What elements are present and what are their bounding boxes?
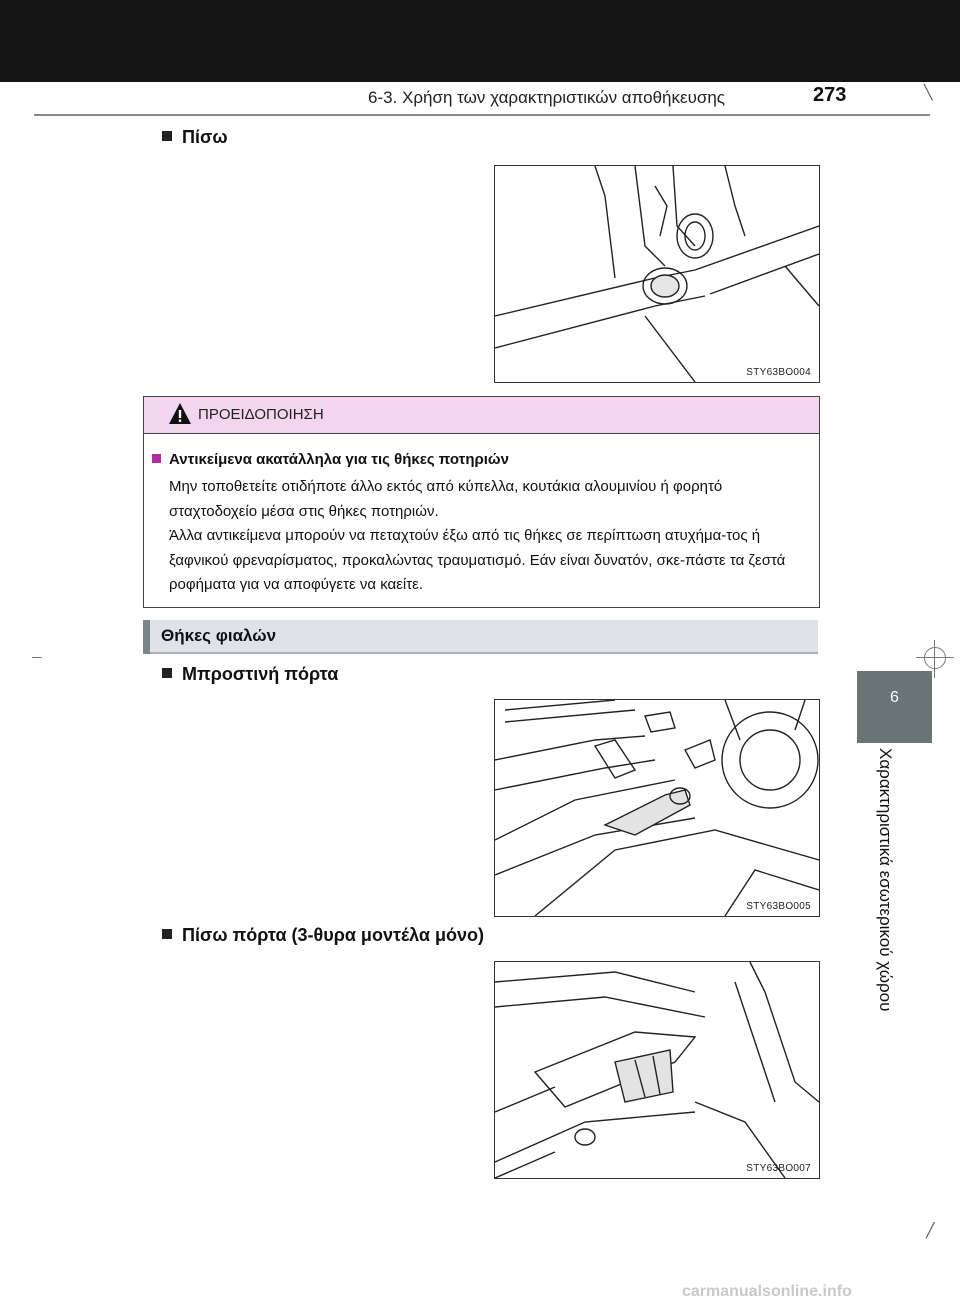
warning-paragraph: Άλλα αντικείμενα μπορούν να πεταχτούν έξω από τις θήκες σε περίπτωση ατυχήμα-τος ή ξαφνικού φρεναρίσματος, προκαλώντας τραυματισμό. Εάν είναι δυνατόν, σκε-πάστε τα ζεστά ροφήματα για να αποφύγετε να καείτε. [169, 527, 786, 593]
figure-rear-door-bottle-holder [494, 961, 820, 1179]
figure-code: STY63BO007 [746, 1163, 811, 1174]
crop-mark: ╱ [926, 1222, 935, 1238]
section-heading-bar [143, 620, 818, 654]
top-black-band [0, 0, 960, 82]
crop-mark [934, 640, 935, 678]
warning-title: ΠΡΟΕΙΔΟΠΟΙΗΣΗ [198, 406, 324, 423]
rear-console-illustration [495, 166, 819, 382]
rear-door-illustration [495, 962, 819, 1178]
page-number: 273 [813, 84, 847, 106]
warning-heading-label: Αντικείμενα ακατάλληλα για τις θήκες ποτηριών [169, 451, 509, 468]
watermark: carmanualsonline.info [682, 1283, 852, 1300]
figure-front-door-bottle-holder [494, 699, 820, 917]
crop-mark [916, 657, 954, 658]
subheading-rear-door-label: Πίσω πόρτα (3-θυρα μοντέλα μόνο) [182, 925, 484, 945]
warning-box [143, 396, 820, 608]
crop-mark [32, 657, 42, 658]
chapter-tab [857, 671, 932, 743]
section-title: Θήκες φιαλών [161, 626, 277, 645]
figure-code: STY63BO004 [746, 367, 811, 378]
front-door-illustration [495, 700, 819, 916]
bullet-square-icon [162, 668, 172, 678]
subheading-rear-door [162, 925, 484, 946]
header-rule [34, 114, 930, 116]
chapter-number: 6 [890, 689, 899, 706]
subheading-front-door [162, 664, 338, 685]
subheading-rear [162, 127, 228, 148]
warning-triangle-icon [168, 402, 192, 426]
bullet-square-icon [162, 131, 172, 141]
figure-code: STY63BO005 [746, 901, 811, 912]
registration-circle [924, 647, 946, 669]
bullet-square-icon [162, 929, 172, 939]
warning-paragraph: Μην τοποθετείτε οτιδήποτε άλλο εκτός από κύπελλα, κουτάκια αλουμινίου ή φορητό σταχτοδοχείο μέσα στις θήκες ποτηριών. [169, 478, 723, 520]
section-accent [143, 620, 150, 654]
figure-rear-cup-holder [494, 165, 820, 383]
subheading-rear-label: Πίσω [182, 127, 228, 147]
bullet-square-icon [152, 454, 161, 463]
running-header: 6-3. Χρήση των χαρακτηριστικών αποθήκευσης [368, 88, 725, 107]
warning-header [144, 397, 819, 434]
chapter-title: Χαρακτηριστικά εσωτερικού χώρου [876, 748, 895, 1012]
warning-body [169, 475, 809, 598]
crop-mark: ╲ [924, 84, 933, 100]
subheading-front-door-label: Μπροστινή πόρτα [182, 664, 339, 684]
warning-heading [152, 451, 509, 468]
